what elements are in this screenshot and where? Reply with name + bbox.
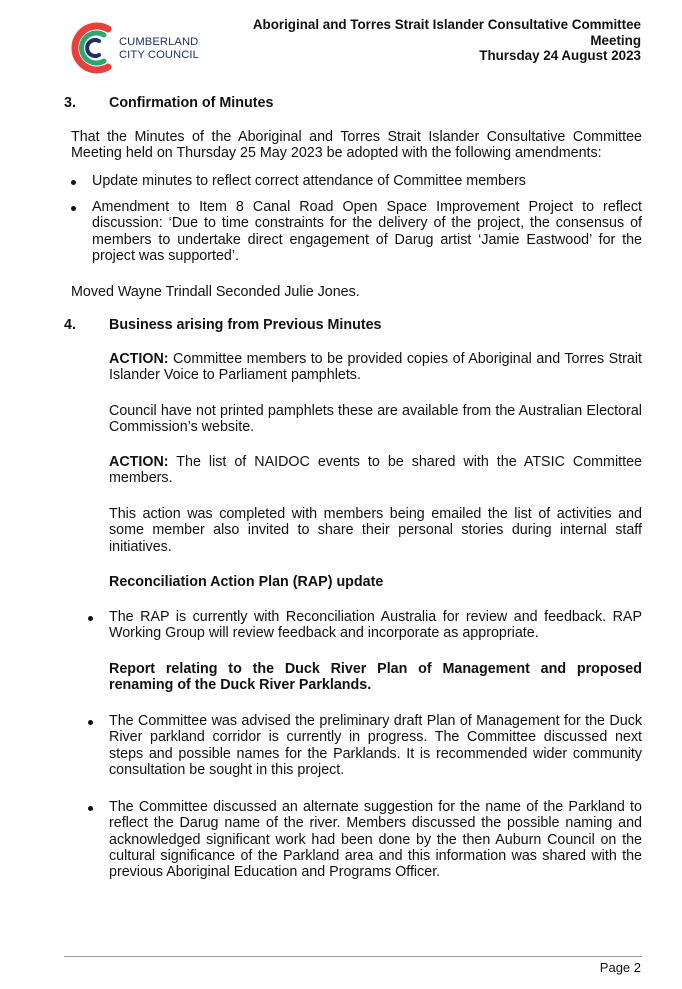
section-4-title: Business arising from Previous Minutes xyxy=(109,317,382,333)
action-1-response: Council have not printed pamphlets these are available from the Australian Electoral Commission’s website. xyxy=(109,403,642,436)
section-3-intro: That the Minutes of the Aboriginal and Torres Strait Islander Consultative Committee Meeting held on Thursday 25 May 2023 be adopted with the following amendments: xyxy=(71,129,642,162)
moved-seconded: Moved Wayne Trindall Seconded Julie Jones. xyxy=(71,284,360,300)
logo-line2: CITY COUNCIL xyxy=(119,48,199,61)
action-text: Committee members to be provided copies of Aboriginal and Torres Strait Islander Voice to Parliament pamphlets. xyxy=(109,351,642,384)
rap-heading: Reconciliation Action Plan (RAP) update xyxy=(109,574,384,590)
bullet-text: The RAP is currently with Reconciliation Australia for review and feedback. RAP Working Group will review feedback and incorporate as appropriate. xyxy=(109,609,642,642)
action-label: ACTION: xyxy=(109,454,169,470)
duck-river-heading: Report relating to the Duck River Plan of Management and proposed renaming of the Duck River Parklands. xyxy=(109,661,642,694)
bullet-icon xyxy=(88,720,93,725)
section-3-title: Confirmation of Minutes xyxy=(109,95,274,111)
action-2-response: This action was completed with members being emailed the list of activities and some member also invited to share their personal stories during internal staff initiatives. xyxy=(109,506,642,555)
bullet-text: The Committee was advised the preliminary draft Plan of Management for the Duck River parkland corridor is currently in progress. The Committee discussed next steps and possible names for the Parklands. It is recommended wider community consultation be sought in this project. xyxy=(109,713,642,778)
header-date: Thursday 24 August 2023 xyxy=(479,48,641,63)
header-title-block xyxy=(253,17,641,64)
list-item xyxy=(71,199,642,269)
section-3-number: 3. xyxy=(64,95,76,111)
action-item-1 xyxy=(109,351,642,384)
logo-line1: CUMBERLAND xyxy=(119,36,199,48)
list-item xyxy=(71,173,642,193)
logo-c-icon xyxy=(64,17,116,79)
action-text: The list of NAIDOC events to be shared with the ATSIC Committee members. xyxy=(109,454,642,487)
footer-divider xyxy=(64,956,642,957)
cumberland-logo xyxy=(64,17,234,79)
logo-wordmark xyxy=(119,36,199,61)
header-title-line1: Aboriginal and Torres Strait Islander Consultative Committee xyxy=(252,17,641,32)
bullet-text: Amendment to Item 8 Canal Road Open Space Improvement Project to reflect discussion: ‘Due to time constraints for the delivery of the project, the consensus of members to undertake direct engagement of Darug artist ‘Jamie Eastwood’ for the project was supported’. xyxy=(92,199,642,264)
section-4-number: 4. xyxy=(64,317,76,333)
list-item xyxy=(88,609,642,645)
section-3-heading xyxy=(64,95,273,111)
bullet-text: Update minutes to reflect correct attendance of Committee members xyxy=(92,173,526,189)
bullet-icon xyxy=(71,180,76,185)
list-item xyxy=(88,799,642,885)
bullet-text: The Committee discussed an alternate suggestion for the name of the Parkland to reflect the Darug name of the river. Members discussed the possible naming and acknowledged significant work had been done by the then Auburn Council on the cultural significance of the Parkland area and this information was shared with the previous Aboriginal Education and Programs Officer. xyxy=(109,799,642,881)
bullet-icon xyxy=(88,616,93,621)
action-item-2 xyxy=(109,454,642,487)
section-4-heading xyxy=(64,317,382,333)
page-number: Page 2 xyxy=(599,960,641,975)
list-item xyxy=(88,713,642,783)
bullet-icon xyxy=(88,806,93,811)
header-title-line2: Meeting xyxy=(590,32,641,48)
bullet-icon xyxy=(71,206,76,211)
action-label: ACTION: xyxy=(109,351,169,367)
